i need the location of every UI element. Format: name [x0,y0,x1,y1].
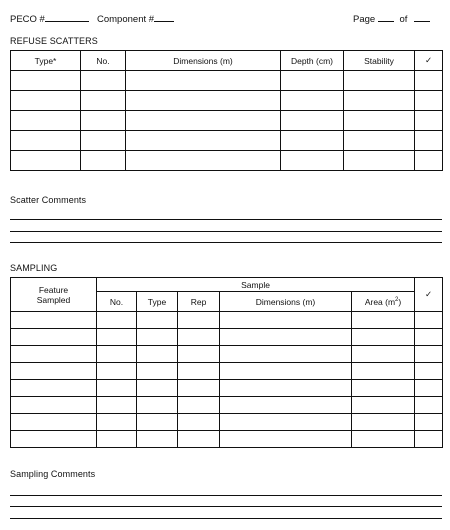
table-row [11,380,443,397]
refuse-scatters-title: REFUSE SCATTERS [10,36,98,46]
scatter-comments-label: Scatter Comments [10,195,87,205]
table-row [11,363,443,380]
comment-line[interactable] [10,518,442,519]
peco-blank[interactable] [45,13,89,22]
comment-line[interactable] [10,231,442,232]
feature-label-line2: Sampled [36,294,71,305]
table-row [11,346,443,363]
refuse-col-no: No. [81,51,126,71]
table-row [11,91,443,111]
sampling-title: SAMPLING [10,263,58,273]
table-row [11,431,443,448]
refuse-col-dimensions: Dimensions (m) [126,51,281,71]
table-row [11,71,443,91]
sampling-col-feature [11,278,97,312]
area-close-paren: ) [398,296,402,307]
area-superscript: 2 [395,296,399,303]
page-field[interactable] [353,13,430,25]
sampling-col-area [352,292,415,312]
table-row [11,312,443,329]
refuse-col-depth: Depth (cm) [281,51,344,71]
comment-line[interactable] [10,242,442,243]
refuse-scatters-table [10,50,443,171]
table-row [11,151,443,171]
sampling-col-rep: Rep [178,292,220,312]
table-row [11,329,443,346]
component-blank[interactable] [154,13,174,22]
comment-line[interactable] [10,495,442,496]
sampling-table [10,277,443,448]
comment-line[interactable] [10,219,442,220]
sampling-comments-label: Sampling Comments [10,469,96,479]
sampling-col-sample: Sample [97,278,415,292]
table-row [11,397,443,414]
feature-label-line1: Feature [38,284,69,295]
sampling-header-row-1 [11,278,443,292]
refuse-header-row [11,51,443,71]
sampling-col-dimensions: Dimensions (m) [220,292,352,312]
table-row [11,131,443,151]
area-label: Area (m [364,296,396,307]
sampling-col-check: ✓ [415,278,443,312]
refuse-col-check: ✓ [415,51,443,71]
peco-field[interactable] [10,13,89,25]
page-number-blank[interactable] [378,13,394,22]
peco-label: PECO # [10,14,45,25]
component-field[interactable] [97,13,174,25]
component-label: Component # [97,14,155,25]
page-label: Page [353,14,376,25]
sampling-col-no: No. [97,292,137,312]
refuse-col-type: Type* [11,51,81,71]
table-row [11,111,443,131]
refuse-col-stability: Stability [344,51,415,71]
comment-line[interactable] [10,506,442,507]
table-row [11,414,443,431]
of-label: of [399,14,408,25]
sampling-col-type: Type [137,292,178,312]
page-total-blank[interactable] [414,13,430,22]
